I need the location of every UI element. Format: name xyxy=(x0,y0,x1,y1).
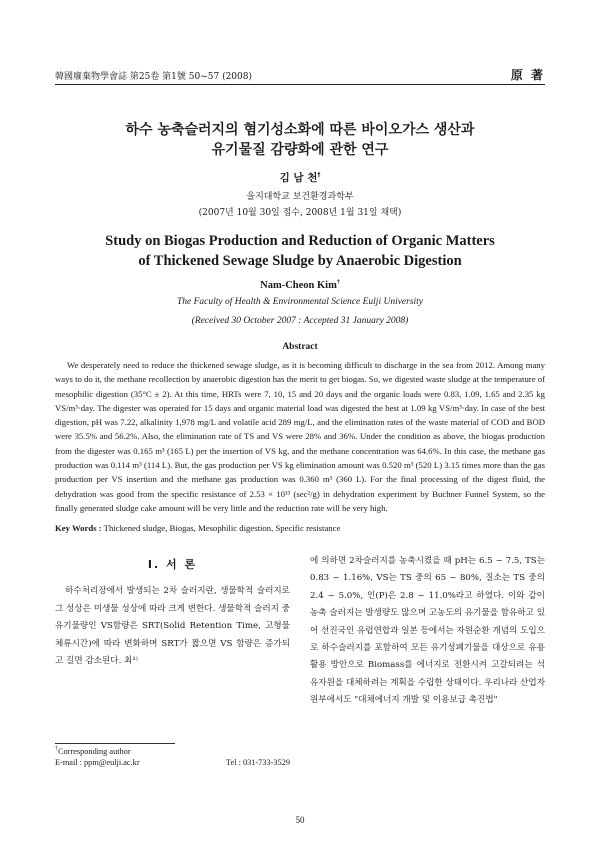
footnote-email: E-mail : ppm@eulji.ac.kr xyxy=(55,758,140,767)
korean-title-line2: 유기물질 감량화에 관한 연구 xyxy=(211,142,389,158)
korean-title xyxy=(55,120,545,160)
header-rule xyxy=(55,84,545,85)
korean-author xyxy=(55,170,545,185)
english-author xyxy=(55,280,545,291)
left-column-text: 하수처리장에서 발생되는 2차 슬러지란, 생물학적 슬러지로 그 성상은 미생물 성상에 따라 크게 변한다. 생물학적 슬러지 중 유기물량인 VS함량은 SRT(Solid Retention Time, 고형물 체류시간)에 따라 변화하며 SRT가 짧으면 VS 함량은 증가되고 길면 감소된다. 최¹⁾ xyxy=(55,586,290,667)
korean-title-line1: 하수 농축슬러지의 혐기성소화에 따른 바이오가스 생산과 xyxy=(125,122,475,138)
footnote-rule xyxy=(55,743,175,744)
english-title-line1: Study on Biogas Production and Reduction of Organic Matters xyxy=(105,233,495,249)
english-title xyxy=(55,231,545,271)
right-column-text: 에 의하면 2차슬러지를 농축시켰을 때 pH는 6.5 ~ 7.5, TS는 0.83 ~ 1.16%, VS는 TS 중의 65 ~ 80%, 질소는 TS 중의 2.4 ~ 5.0%, 인(P)은 2.8 ~ 11.0%라고 하였다. 이와 같이 농축 슬러지는 발생량도 많으며 고농도의 유기물을 함유하고 있어 선진국인 유럽연합과 일본 등에서는 자원순환 개념의 도입으로 하수슬러지를 포함하여 모든 유기성폐기물을 대상으로 유용활용 방안으로 Biomass를 에너지로 전환시켜 고갈되려는 석유자원을 대체하려는 계획을 수립한 상태이다. 우리나라 산업자원부에서도 "대체에너지 개발 및 이용보급 촉진법" xyxy=(310,556,545,706)
korean-affiliation: 을지대학교 보건환경과학부 xyxy=(246,192,354,202)
right-column xyxy=(310,553,545,710)
english-author-mark: † xyxy=(336,279,340,286)
korean-dates: (2007년 10월 30일 접수, 2008년 1월 31일 채택) xyxy=(198,208,402,218)
abstract-heading: Abstract xyxy=(282,342,318,352)
english-author-name: Nam-Cheon Kim xyxy=(260,280,337,291)
article-type: 原 著 xyxy=(510,68,545,82)
left-column xyxy=(55,556,290,670)
keywords-label: Key Words : xyxy=(55,523,102,533)
english-title-line2: of Thickened Sewage Sludge by Anaerobic Digestion xyxy=(138,253,462,269)
korean-author-mark: † xyxy=(317,171,321,179)
keywords-text: Thickened sludge, Biogas, Mesophilic digestion, Specific resistance xyxy=(103,523,341,533)
journal-citation: 韓國廢棄物學會誌 第25卷 第1號 50~57 (2008) xyxy=(55,72,252,82)
section-heading: I. 서 론 xyxy=(147,558,198,571)
footnote xyxy=(55,746,290,768)
keywords xyxy=(55,523,545,533)
footnote-label: Corresponding author xyxy=(58,747,131,756)
footnote-tel: Tel : 031-733-3529 xyxy=(226,758,290,767)
footnote-mark: † xyxy=(55,746,58,753)
running-header xyxy=(55,66,545,82)
english-affiliation: The Faculty of Health & Environmental Science Eulji University xyxy=(176,297,424,307)
page-number: 50 xyxy=(295,815,305,825)
english-dates: (Received 30 October 2007 : Accepted 31 January 2008) xyxy=(191,316,409,326)
abstract-text: We desperately need to reduce the thickened sewage sludge, as it is becoming difficult to discharge in the sea from 2012. Among many ways to do it, the methane recollection by anaerobic digestion has the merit to get biogas. So, we digested waste sludge at the temperature of mesophilic digestion (35°C ± 2). At this time, HRTs were 7, 10, 15 and 20 days and the organic loads were 0.83, 1.09, 1.65 and 2.35 kg VS/m³·day. The digester was operated for 15 days and organic material load was digested the best at 1.09 kg VS/m³·day. In case of the best digestion, pH was 7.22, alkalinity 1,978 mg/L and volatile acid 289 mg/L, and the elimination rates of the waste material of COD and BOD were 35.5% and 56.2%. Also, the elimination rate of TS and VS were 28% and 36%. Under the condition as above, the biogas production from the digester was 0.165 m³ (165 L) per the insertion of VS kg, and the methane concentration was 64.6%. In this case, the methane gas production was 0.114 m³ (114 L). But, the gas production per VS kg elimination amount was 0.520 m³ (520 L) 3.15 times more than the gas production per VS insertion and the methane gas production was 0.360 m³ (360 L). For the final processing of the digest fluid, the dehydration was good from the specific resistance of 2.53 × 10¹³ (sec²/g) in dehydration experiment by Buchner Funnel System, so the finally generated sludge cake amount will be very little and the reduction rate will be very high. xyxy=(55,360,545,513)
korean-author-name: 김 남 천 xyxy=(279,172,318,184)
